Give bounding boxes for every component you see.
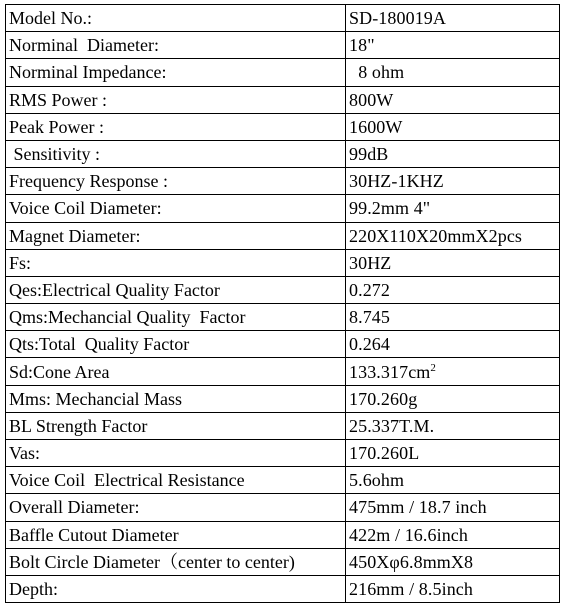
spec-row bbox=[6, 331, 560, 358]
spec-label: Model No.: bbox=[6, 5, 346, 32]
spec-value: 800W bbox=[349, 89, 394, 110]
spec-label: RMS Power : bbox=[6, 86, 346, 113]
spec-row bbox=[6, 86, 560, 113]
spec-label: Peak Power : bbox=[6, 113, 346, 140]
spec-label: Overall Diameter: bbox=[6, 494, 346, 521]
spec-row bbox=[6, 222, 560, 249]
spec-value-cell bbox=[346, 59, 560, 86]
spec-value: 170.260L bbox=[349, 443, 420, 464]
spec-value-cell bbox=[346, 168, 560, 195]
spec-value: 475mm / 18.7 inch bbox=[349, 497, 487, 518]
spec-label: Sensitivity : bbox=[6, 140, 346, 167]
spec-value-cell bbox=[346, 5, 560, 32]
spec-label: Voice Coil Diameter: bbox=[6, 195, 346, 222]
spec-value-superscript: 2 bbox=[430, 361, 436, 374]
spec-label: Depth: bbox=[6, 575, 346, 602]
spec-value: 30HZ bbox=[349, 252, 392, 273]
spec-label: Voice Coil Electrical Resistance bbox=[6, 467, 346, 494]
spec-value-cell bbox=[346, 222, 560, 249]
spec-row bbox=[6, 548, 560, 575]
spec-label: BL Strength Factor bbox=[6, 412, 346, 439]
spec-value-cell bbox=[346, 440, 560, 467]
spec-label: Norminal Impedance: bbox=[6, 59, 346, 86]
spec-label: Magnet Diameter: bbox=[6, 222, 346, 249]
spec-row bbox=[6, 358, 560, 385]
spec-row bbox=[6, 467, 560, 494]
spec-value-cell bbox=[346, 358, 560, 385]
spec-label: Bolt Circle Diameter（center to center) bbox=[6, 548, 346, 575]
spec-value: SD-180019A bbox=[349, 8, 447, 29]
spec-value: 99.2mm 4" bbox=[349, 198, 431, 219]
spec-label: Frequency Response : bbox=[6, 168, 346, 195]
spec-value: 5.6ohm bbox=[349, 470, 405, 491]
spec-value-cell bbox=[346, 412, 560, 439]
spec-row bbox=[6, 195, 560, 222]
spec-value: 8 ohm bbox=[349, 62, 405, 83]
spec-value: 30HZ-1KHZ bbox=[349, 171, 444, 192]
spec-value-cell bbox=[346, 494, 560, 521]
spec-value-cell bbox=[346, 249, 560, 276]
spec-row bbox=[6, 575, 560, 602]
spec-value: 25.337T.M. bbox=[349, 415, 435, 436]
spec-label: Norminal Diameter: bbox=[6, 32, 346, 59]
spec-value: 216mm / 8.5inch bbox=[349, 579, 473, 600]
spec-value-cell bbox=[346, 548, 560, 575]
spec-value: 0.272 bbox=[349, 279, 390, 300]
spec-row bbox=[6, 59, 560, 86]
spec-value-cell bbox=[346, 195, 560, 222]
spec-value: 133.317cm bbox=[349, 361, 431, 382]
spec-row bbox=[6, 494, 560, 521]
spec-row bbox=[6, 385, 560, 412]
spec-value: 99dB bbox=[349, 144, 389, 165]
spec-value-cell bbox=[346, 575, 560, 602]
spec-value-cell bbox=[346, 276, 560, 303]
spec-value-cell bbox=[346, 32, 560, 59]
spec-value: 170.260g bbox=[349, 388, 418, 409]
spec-row bbox=[6, 5, 560, 32]
spec-row bbox=[6, 412, 560, 439]
spec-value-cell bbox=[346, 385, 560, 412]
spec-row bbox=[6, 304, 560, 331]
spec-value-cell bbox=[346, 331, 560, 358]
spec-row bbox=[6, 113, 560, 140]
spec-row bbox=[6, 521, 560, 548]
spec-value-cell bbox=[346, 113, 560, 140]
spec-value-cell bbox=[346, 86, 560, 113]
spec-value-cell bbox=[346, 304, 560, 331]
spec-value-cell bbox=[346, 521, 560, 548]
spec-value: 18" bbox=[349, 35, 375, 56]
spec-label: Baffle Cutout Diameter bbox=[6, 521, 346, 548]
spec-row bbox=[6, 140, 560, 167]
spec-row bbox=[6, 249, 560, 276]
spec-label: Qms:Mechancial Quality Factor bbox=[6, 304, 346, 331]
spec-label: Qes:Electrical Quality Factor bbox=[6, 276, 346, 303]
spec-label: Mms: Mechancial Mass bbox=[6, 385, 346, 412]
spec-row bbox=[6, 32, 560, 59]
spec-value: 422m / 16.6inch bbox=[349, 524, 468, 545]
spec-table-body bbox=[6, 5, 560, 603]
spec-label: Vas: bbox=[6, 440, 346, 467]
spec-value: 8.745 bbox=[349, 307, 390, 328]
spec-row bbox=[6, 168, 560, 195]
spec-row bbox=[6, 440, 560, 467]
spec-value: 450Xφ6.8mmX8 bbox=[349, 551, 474, 572]
spec-label: Fs: bbox=[6, 249, 346, 276]
spec-value-cell bbox=[346, 140, 560, 167]
spec-value-cell bbox=[346, 467, 560, 494]
spec-value: 220X110X20mmX2pcs bbox=[349, 225, 523, 246]
spec-row bbox=[6, 276, 560, 303]
spec-value: 0.264 bbox=[349, 334, 390, 355]
speaker-spec-table bbox=[5, 4, 560, 603]
spec-label: Qts:Total Quality Factor bbox=[6, 331, 346, 358]
spec-label: Sd:Cone Area bbox=[6, 358, 346, 385]
spec-value: 1600W bbox=[349, 116, 403, 137]
